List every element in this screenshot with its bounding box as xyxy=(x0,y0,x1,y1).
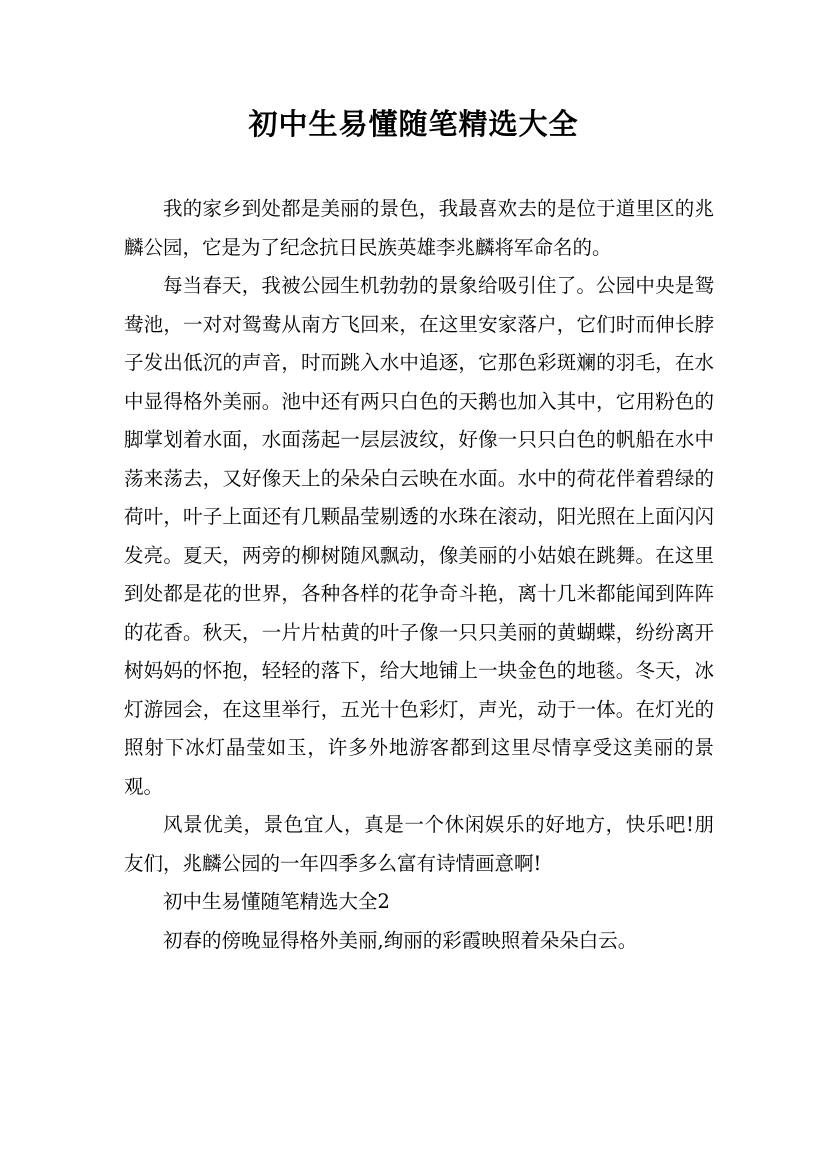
document-title: 初中生易懂随笔精选大全 xyxy=(248,107,579,141)
paragraph-seasons: 每当春天，我被公园生机勃勃的景象给吸引住了。公园中央是鸳鸯池，一对对鸳鸯从南方飞回来，在这里安家落户，它们时而伸长脖子发出低沉的声音，时而跳入水中追逐，它那色彩斑斓的羽毛，在水中显得格外美丽。池中还有两只白色的天鹅也加入其中，它用粉色的脚掌划着水面，水面荡起一层层波纹，好像一只只白色的帆船在水中荡来荡去，又好像天上的朵朵白云映在水面。水中的荷花伴着碧绿的荷叶，叶子上面还有几颗晶莹剔透的水珠在滚动，阳光照在上面闪闪发亮。夏天，两旁的柳树随风飘动，像美丽的小姑娘在跳舞。在这里到处都是花的世界，各种各样的花争奇斗艳，离十几米都能闻到阵阵的花香。秋天，一片片枯黄的叶子像一只只美丽的黄蝴蝶，纷纷离开树妈妈的怀抱，轻轻的落下，给大地铺上一块金色的地毯。冬天，冰灯游园会，在这里举行，五光十色彩灯，声光，动于一体。在灯光的照射下冰灯晶莹如玉，许多外地游客都到这里尽情享受这美丽的景观。 xyxy=(124,274,714,798)
paragraph-essay-2-start: 初春的傍晚显得格外美丽,绚丽的彩霞映照着朵朵白云。 xyxy=(163,928,638,952)
paragraph-intro: 我的家乡到处都是美丽的景色，我最喜欢去的是位于道里区的兆麟公园，它是为了纪念抗日民族英雄李兆麟将军命名的。 xyxy=(124,197,714,259)
paragraph-conclusion: 风景优美，景色宜人，真是一个休闲娱乐的好地方，快乐吧!朋友们，兆麟公园的一年四季多么富有诗情画意啊! xyxy=(124,813,714,875)
document-body xyxy=(124,190,714,960)
section-heading-2: 初中生易懂随笔精选大全2 xyxy=(163,890,390,913)
